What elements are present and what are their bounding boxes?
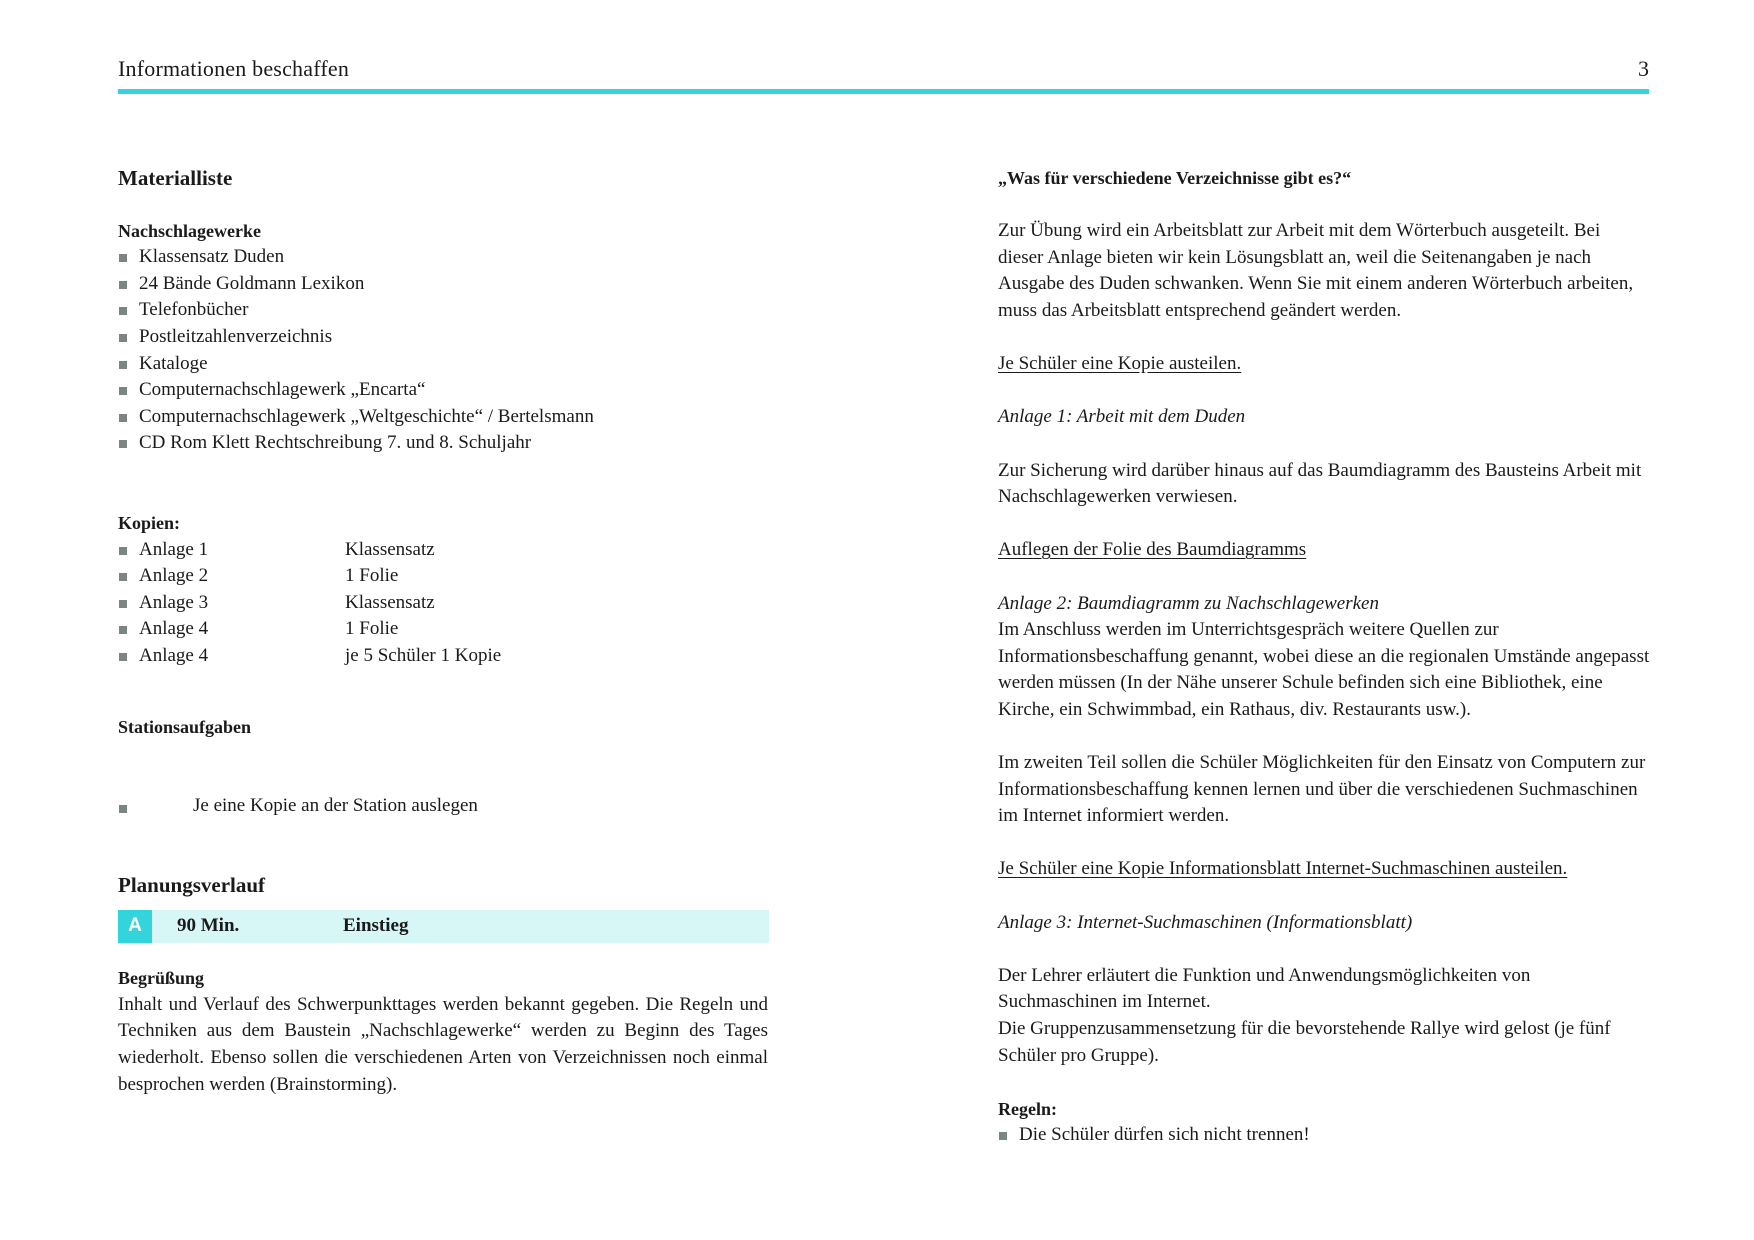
square-bullet-icon (119, 361, 127, 369)
paragraph: Im zweiten Teil sollen die Schüler Möglichkeiten für den Einsatz von Computern zur Informationsbeschaffung kennen lernen und über die verschiedenen Suchmaschinen im Internet informiert werden. (998, 752, 1646, 827)
phase-letter-badge: A (118, 910, 152, 943)
instruction: Je Schüler eine Kopie Informationsblatt Internet-Suchmaschinen austeilen. (998, 858, 1568, 880)
square-bullet-icon (119, 334, 127, 342)
materialliste-heading: Materialliste (118, 166, 233, 190)
paragraph: Zur Sicherung wird darüber hinaus auf das Baumdiagramm des Bausteins Arbeit mit Nachschlagewerken verwiesen. (998, 459, 1642, 508)
paragraph: Im Anschluss werden im Unterrichtsgespräch weitere Quellen zur Informationsbeschaffung genannt, wobei diese an die regionalen Umstände angepasst werden müssen (In der Nähe unserer Schule befinden sich eine Bibliothek, eine Kirche, ein Schwimmbad, ein Rathaus, div. Restaurants usw.). (998, 619, 1650, 720)
square-bullet-icon (999, 1132, 1007, 1140)
chapter-title: Informationen beschaffen (118, 56, 350, 81)
nachschlagewerke-heading: Nachschlagewerke (118, 220, 261, 241)
square-bullet-icon (119, 805, 127, 813)
kopien-row: Anlage 3 Klassensatz (118, 590, 768, 617)
list-item: Postleitzahlenverzeichnis (118, 324, 768, 351)
square-bullet-icon (119, 600, 127, 608)
square-bullet-icon (119, 307, 127, 315)
instruction: Je Schüler eine Kopie austeilen. (998, 353, 1242, 375)
list-item: Klassensatz Duden (118, 244, 768, 271)
kopien-row: Anlage 1 Klassensatz (118, 537, 768, 564)
begruessung-heading: Begrüßung (118, 968, 205, 989)
list-item: Computernachschlagewerk „Weltgeschichte“ / Bertelsmann (118, 404, 768, 431)
square-bullet-icon (119, 387, 127, 395)
question-heading: „Was für verschiedene Verzeichnisse gibt es?“ (998, 168, 1352, 188)
nachschlagewerke-list (118, 244, 768, 457)
square-bullet-icon (119, 254, 127, 262)
square-bullet-icon (119, 547, 127, 555)
paragraph: Die Gruppenzusammensetzung für die bevorstehende Rallye wird gelost (je fünf Schüler pro Gruppe). (998, 1018, 1611, 1066)
paragraph: Der Lehrer erläutert die Funktion und Anwendungsmöglichkeiten von Suchmaschinen im Internet. (998, 964, 1531, 1013)
square-bullet-icon (119, 653, 127, 661)
square-bullet-icon (119, 626, 127, 634)
kopien-heading: Kopien: (118, 512, 181, 533)
list-item: CD Rom Klett Rechtschreibung 7. und 8. Schuljahr (118, 430, 768, 457)
kopien-row: Anlage 4 je 5 Schüler 1 Kopie (118, 643, 768, 670)
square-bullet-icon (119, 573, 127, 581)
kopien-row: Anlage 2 1 Folie (118, 563, 768, 590)
begruessung-text: Inhalt und Verlauf des Schwerpunkttages werden bekannt gegeben. Die Regeln und Techniken aus dem Baustein „Nachschlagewerke“ werden zu Beginn des Tages wiederholt. Ebenso sollen die verschiedenen Arten von Verzeichnissen noch einmal besprochen werden (Brainstorming). (118, 993, 768, 1095)
list-item: Die Schüler dürfen sich nicht trennen! (998, 1122, 1650, 1149)
list-item: 24 Bände Goldmann Lexikon (118, 271, 768, 298)
left-column (118, 165, 768, 1098)
square-bullet-icon (119, 414, 127, 422)
list-item: Kataloge (118, 351, 768, 378)
stationsaufgaben-heading: Stationsaufgaben (118, 716, 252, 737)
kopien-row: Anlage 4 1 Folie (118, 616, 768, 643)
list-item: Computernachschlagewerk „Encarta“ (118, 377, 768, 404)
phase-duration: 90 Min. (177, 915, 240, 937)
station-item: Je eine Kopie an der Station auslegen (118, 793, 768, 820)
square-bullet-icon (119, 281, 127, 289)
right-column (998, 165, 1650, 1149)
anlage-reference: Anlage 3: Internet-Suchmaschinen (Informationsblatt) (998, 911, 1413, 933)
regeln-list (998, 1122, 1650, 1149)
header-rule (118, 89, 1649, 94)
planungsverlauf-heading: Planungsverlauf (118, 872, 266, 897)
paragraph: Zur Übung wird ein Arbeitsblatt zur Arbeit mit dem Wörterbuch ausgeteilt. Bei dieser Anlage bieten wir kein Lösungsblatt an, weil die Seitenangaben je nach Ausgabe des Duden schwanken. Wenn Sie mit einem anderen Wörterbuch arbeiten, muss das Arbeitsblatt entsprechend geändert werden. (998, 220, 1634, 321)
page-number: 3 (1638, 56, 1649, 81)
square-bullet-icon (119, 440, 127, 448)
list-item: Telefonbücher (118, 297, 768, 324)
regeln-heading: Regeln: (998, 1098, 1057, 1119)
phase-label: Einstieg (343, 915, 409, 937)
phase-band (118, 910, 769, 943)
instruction: Auflegen der Folie des Baumdiagramms (998, 539, 1307, 561)
anlage-reference: Anlage 1: Arbeit mit dem Duden (998, 406, 1246, 428)
kopien-list (118, 537, 768, 670)
anlage-reference: Anlage 2: Baumdiagramm zu Nachschlagewerken (998, 592, 1379, 614)
